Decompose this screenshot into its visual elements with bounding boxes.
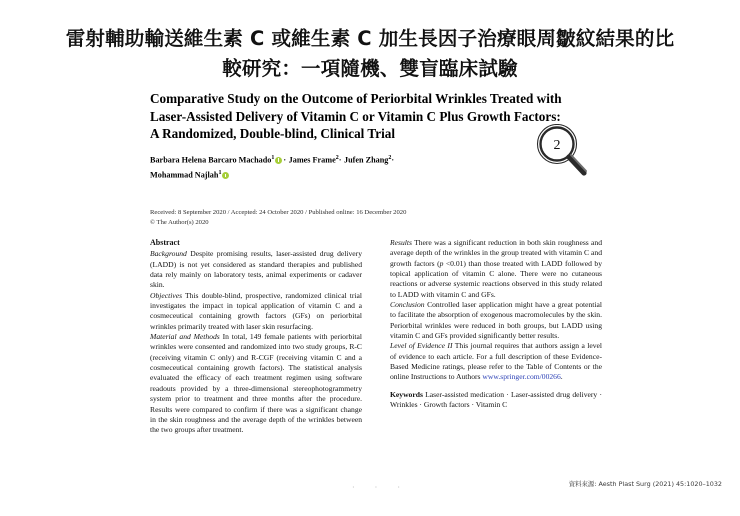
author-list	[150, 152, 570, 182]
abstract-objectives	[150, 291, 362, 332]
author-name-1: Barbara Helena Barcaro Machado	[150, 155, 272, 165]
objectives-text: This double-blind, prospective, randomized clinical trial investigates the impact in topical application of vitamin C and a cosmeceutical containing growth factors (GFs) on periorbital wrinkles primarily treated with laser skin resurfacing.	[150, 290, 362, 331]
abstract-column-left	[150, 238, 362, 436]
results-text-b: <0.01) than those treated with LADD followed by topical application of vitamin C alone. There were no cutaneous reactions or adverse systemic reactions observed in this study related to LADD with vitamin C and GFs.	[390, 258, 602, 299]
results-text-a: There was a significant reduction in both skin roughness and average depth of the wrinkles in the group treated with vitamin C and growth factors (	[390, 238, 602, 268]
author-affil-3: 2	[388, 155, 392, 161]
author-separator-2: ·	[338, 155, 342, 165]
keywords-block	[390, 390, 602, 411]
copyright-line: © The Author(s) 2020	[150, 218, 209, 226]
spacer	[390, 383, 602, 390]
methods-text: In total, 149 female patients with periorbital wrinkles were consented and randomized into two study groups, R-C (receiving vitamin C only) and R-CGF (receiving vitamin C and a cosmeceutical containing growth factors). The statistical analysis evaluated the efficacy of each treatment regimen using software readouts provided by a three-dimensional stereophotogrammetry system prior to treatment and three months after the procedure. Results were compared to confirm if there was a significant change in the skin roughness and the average depth of the wrinkles between the two groups after treatment.	[150, 332, 362, 435]
springer-link[interactable]: www.springer.com/00266	[482, 372, 561, 382]
keywords-label: Keywords	[390, 389, 423, 399]
author-affil-2: 2	[335, 155, 339, 161]
page-marks: · · ·	[352, 483, 409, 492]
publication-dates	[150, 208, 570, 227]
abstract-column-right	[390, 238, 602, 411]
author-name-4: Mohammad Najlah	[150, 170, 219, 180]
abstract-methods	[150, 332, 362, 435]
keywords-text: Laser-assisted medication · Laser-assisted drug delivery · Wrinkles · Growth factors · Vitamin C	[390, 389, 602, 410]
english-title: Comparative Study on the Outcome of Periorbital Wrinkles Treated with Laser-Assisted Delivery of Vitamin C or Vitamin C Plus Growth Factors: A Randomized, Double-blind, Clinical Trial	[150, 91, 562, 141]
background-text: Despite promising results, laser-assisted drug delivery (LADD) is not yet considered as standard therapies and published data rely mainly on laboratory tests, animal experiments or cadaver skin.	[150, 249, 362, 290]
evidence-text: This journal requires that authors assign a level of evidence to each article. For a full description of these Evidence-Based Medicine ratings, please refer to the Table of Contents or the online Instructions to Authors	[390, 341, 602, 382]
chinese-title: 雷射輔助輸送維生素 C 或維生素 C 加生長因子治療眼周皺紋結果的比較研究：一項隨機、雙盲臨床試驗	[65, 27, 675, 80]
author-separator-3: ·	[391, 155, 395, 165]
author-affil-1: 1	[271, 155, 275, 161]
abstract-background	[150, 249, 362, 290]
conclusion-label: Conclusion	[390, 300, 425, 310]
abstract-results	[390, 238, 602, 300]
abstract-conclusion	[390, 300, 602, 341]
orcid-icon[interactable]	[275, 157, 282, 164]
author-affil-4: 1	[218, 170, 222, 177]
objectives-label: Objectives	[150, 290, 183, 300]
abstract-evidence	[390, 341, 602, 382]
source-footer: 資料來源: Aesth Plast Surg (2021) 45:1020–1032	[568, 480, 722, 488]
orcid-icon[interactable]	[222, 172, 229, 179]
evidence-period: .	[560, 372, 563, 382]
author-separator-1: ·	[283, 155, 287, 165]
abstract-columns	[150, 238, 602, 488]
conclusion-text: Controlled laser application might have a great potential to facilitate the absorption of exogenous macromolecules by the skin. Periorbital wrinkles were reduced in both groups, but LADD using vitamin C and GFs provided significantly better results.	[390, 300, 602, 341]
results-label: Results	[390, 238, 412, 247]
methods-label: Material and Methods	[150, 332, 220, 342]
evidence-label: Level of Evidence II	[390, 341, 453, 351]
results-p-symbol: p	[439, 258, 444, 268]
author-name-3: Jufen Zhang	[344, 155, 389, 165]
abstract-heading: Abstract	[150, 238, 180, 247]
received-line: Received: 8 September 2020 / Accepted: 24 October 2020 / Published online: 16 December 2020	[150, 209, 407, 216]
background-label: Background	[150, 249, 187, 259]
author-name-2: James Frame	[288, 155, 336, 165]
badge-number-text: 2	[553, 138, 561, 153]
